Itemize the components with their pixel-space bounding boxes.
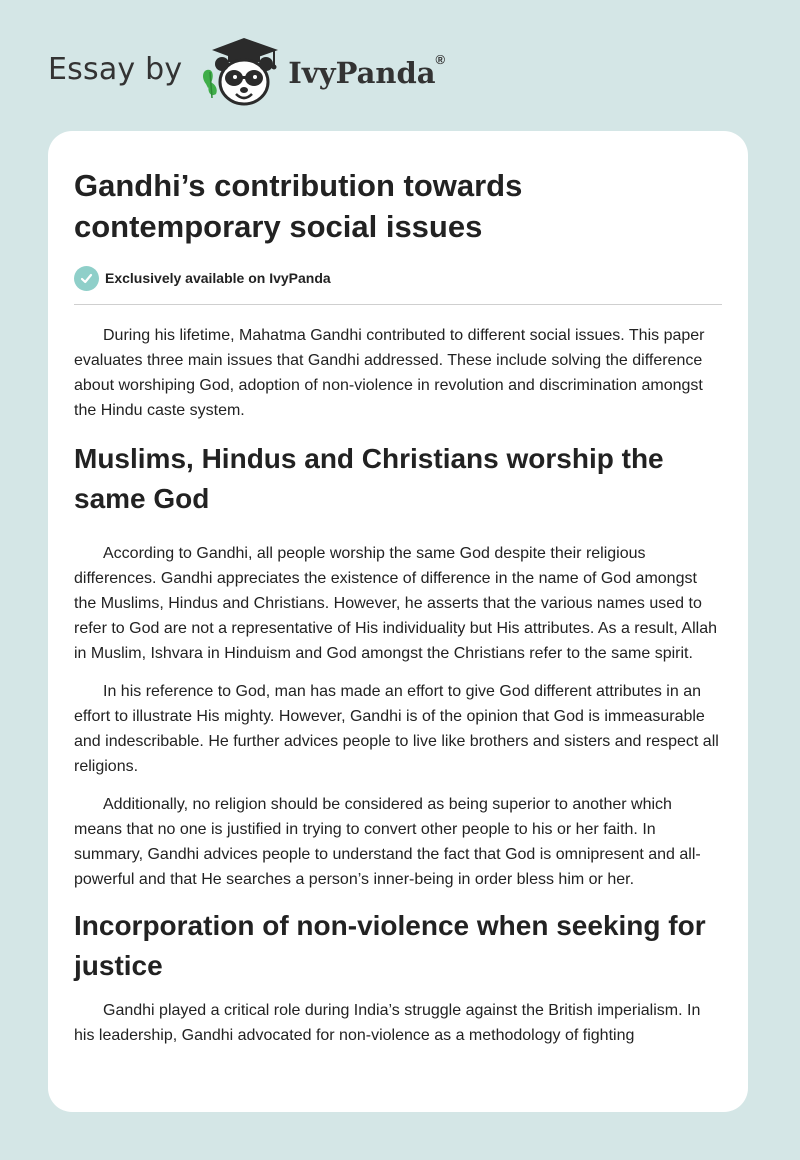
brand-name-text: IvyPanda bbox=[288, 56, 436, 90]
brand-prefix: Essay by bbox=[48, 51, 183, 87]
section-heading: Incorporation of non-violence when seeking for justice bbox=[74, 910, 706, 981]
exclusive-badge-text: Exclusively available on IvyPanda bbox=[105, 270, 331, 286]
registered-mark: ® bbox=[435, 52, 446, 67]
section-paragraph: Additionally, no religion should be considered as being superior to another which means that no one is justified in trying to convert other people to his or her faith. In summary, Gandhi advices people to understand the fact that God is omnipresent and all-powerful and that He searches a person’s inner-being in order bless him or her. bbox=[74, 796, 701, 888]
section-paragraph: Gandhi played a critical role during India’s struggle against the British imperialism. In his leadership, Gandhi advocated for non-violence as a methodology of fighting bbox=[74, 1002, 701, 1044]
intro-paragraph: During his lifetime, Mahatma Gandhi contributed to different social issues. This paper evaluates three main issues that Gandhi addressed. These include solving the difference about worshiping God, adoption of non-violence in revolution and discrimination amongst the Hindu caste system. bbox=[74, 327, 705, 419]
section-paragraph: In his reference to God, man has made an effort to give God different attributes in an effort to illustrate His mighty. However, Gandhi is of the opinion that God is immeasurable and indescribable. He further advices people to live like brothers and sisters and respect all religions. bbox=[74, 683, 719, 775]
section-heading: Muslims, Hindus and Christians worship the same God bbox=[74, 443, 664, 514]
exclusive-badge bbox=[74, 265, 722, 305]
section-paragraph: According to Gandhi, all people worship the same God despite their religious differences. Gandhi appreciates the existence of difference in the name of God amongst the Muslims, Hindus and Christians. However, he asserts that the various names used to refer to God are not a representative of His individuality but His attributes. As a result, Allah in Muslim, Ishvara in Hinduism and God amongst the Christians refer to the same spirit. bbox=[74, 545, 717, 662]
site-header bbox=[48, 36, 445, 108]
check-icon bbox=[74, 266, 99, 291]
panda-graduate-logo-icon[interactable] bbox=[198, 36, 284, 108]
essay-card bbox=[48, 131, 748, 1112]
brand-name[interactable] bbox=[288, 52, 446, 90]
essay-title: Gandhi’s contribution towards contemporary social issues bbox=[74, 168, 523, 244]
